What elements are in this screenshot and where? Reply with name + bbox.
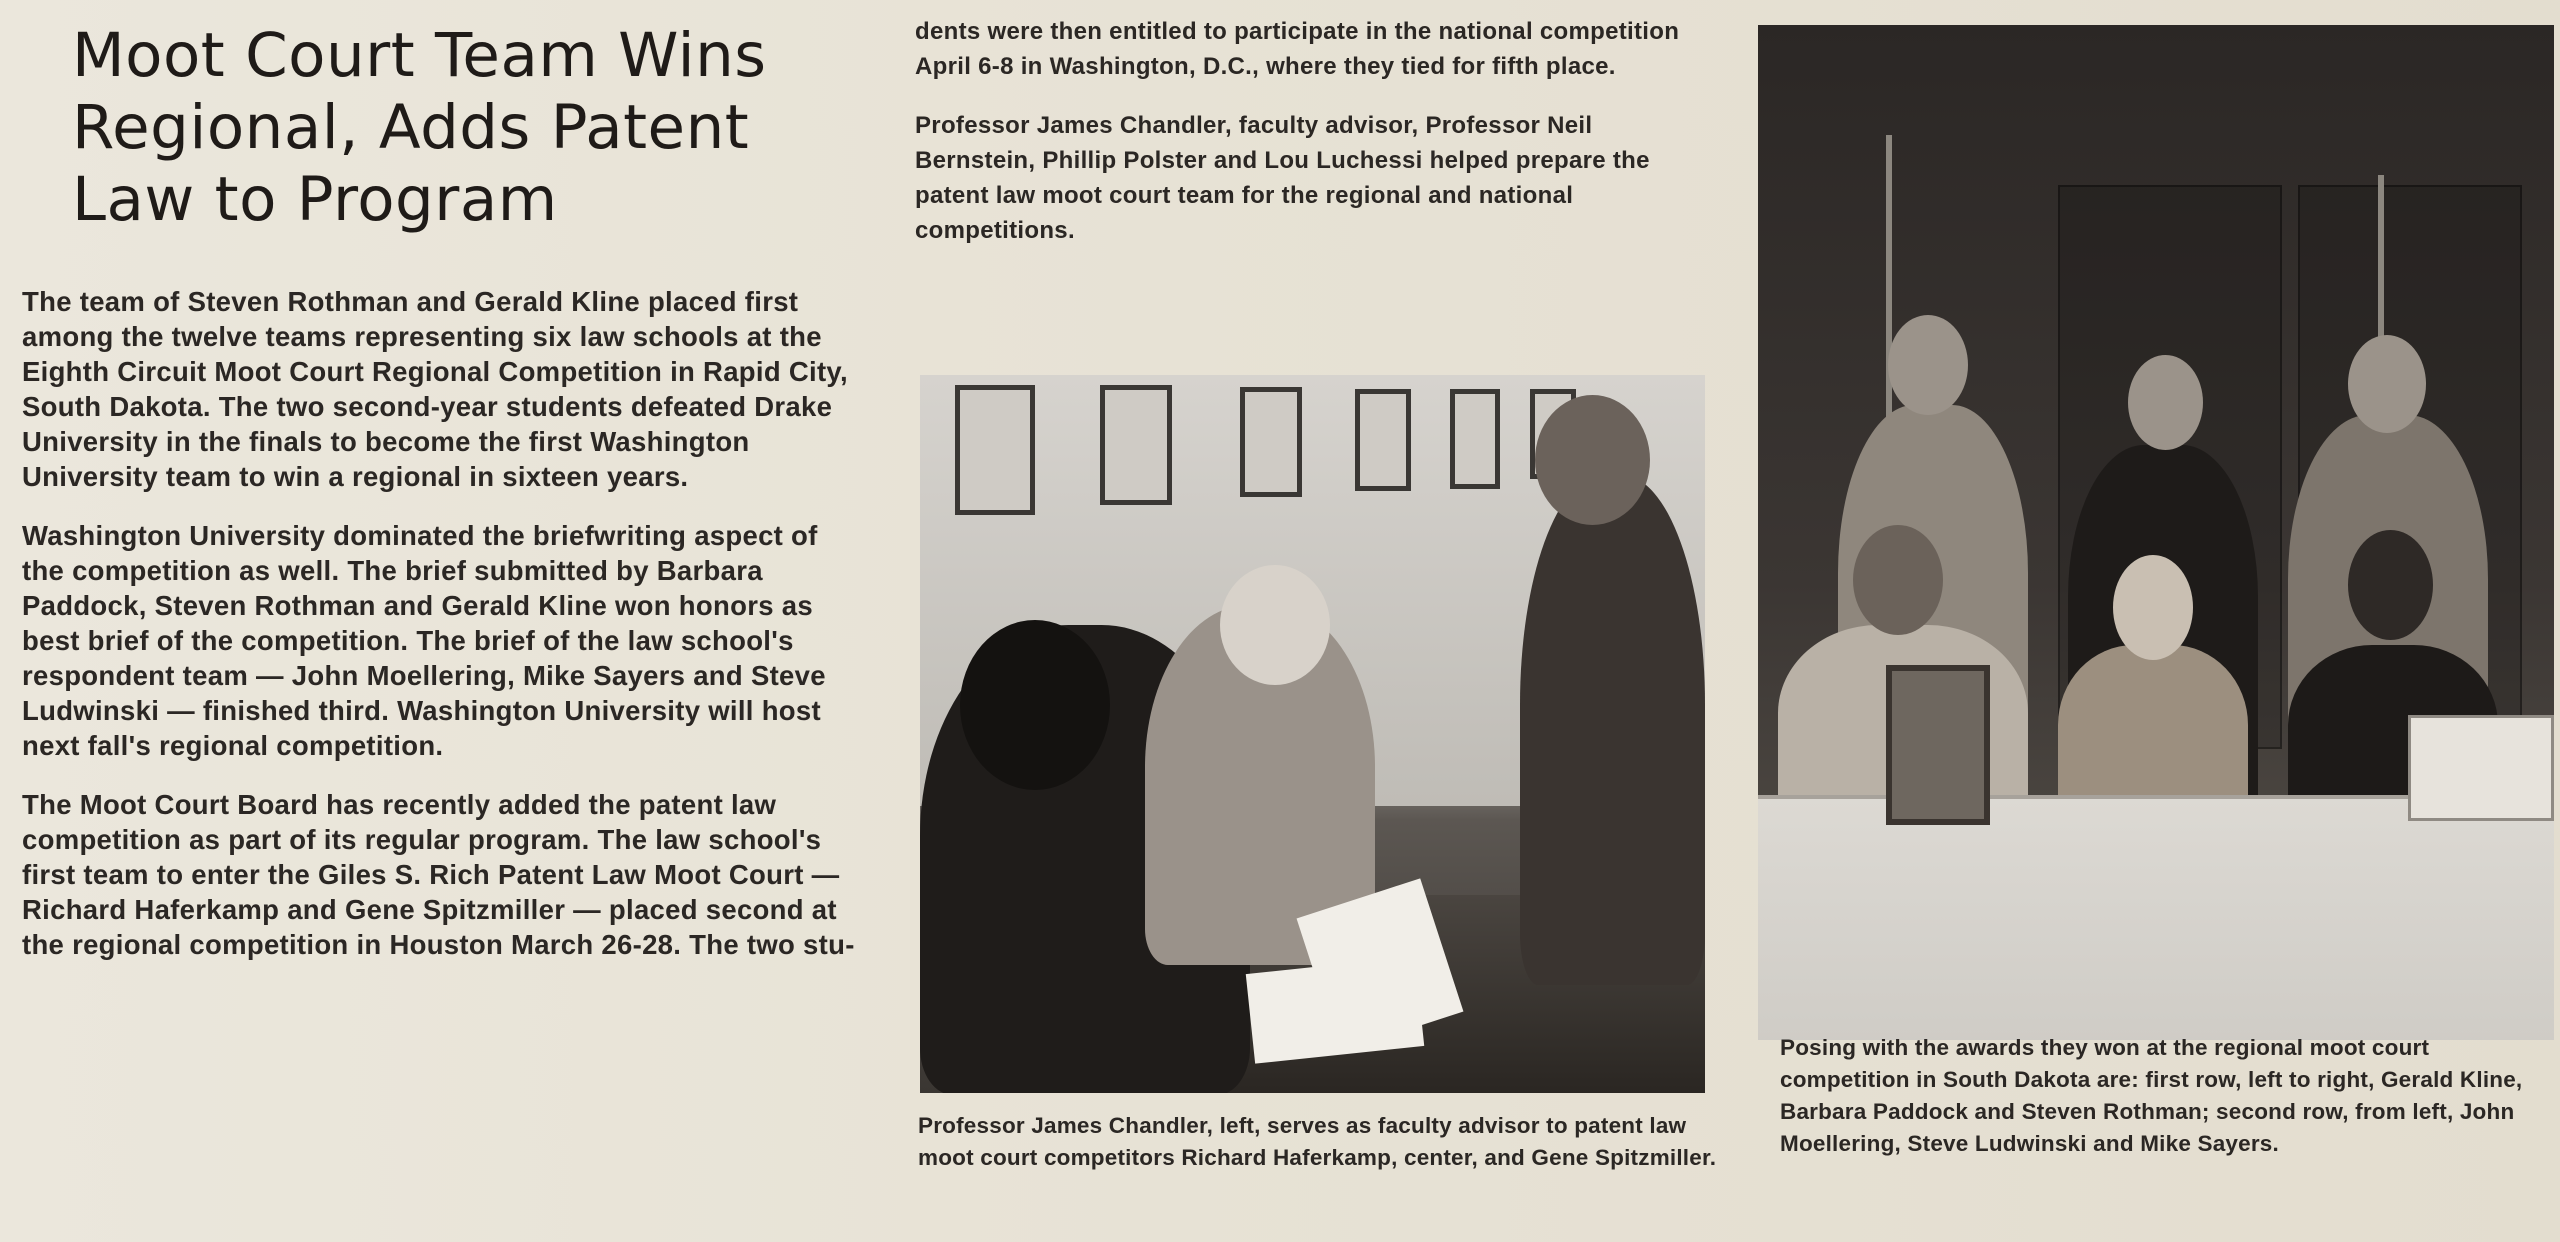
- person-center-head: [1220, 565, 1330, 685]
- paragraph-2: Washington University dominated the briefwriting aspect of the competition as well. The brief submitted by Barbara Paddock, Steven Rothman and Gerald Kline won honors as best brief of the competition. The brief of the law school's respondent team — John Moellering, Mike Sayers and Steve Ludwinski — finished third. Washington University will host next fall's regional competition.: [22, 520, 826, 761]
- wall-frame: [1355, 389, 1411, 491]
- paragraph-5: Professor James Chandler, faculty advisor, Professor Neil Bernstein, Phillip Polster and Lou Luchessi helped prepare the patent law moot court team for the regional and national competitions.: [915, 112, 1650, 244]
- paragraph-3: The Moot Court Board has recently added the patent law competition as part of its regular program. The law school's first team to enter the Giles S. Rich Patent Law Moot Court — Richard Haferkamp and Gene Spitzmiller — placed second at the regional competition in Houston March 26-28. The two stu-: [22, 789, 855, 960]
- left-photo-caption: Professor James Chandler, left, serves as faculty advisor to patent law moot court competitors Richard Haferkamp, center, and Gene Spitzmiller.: [918, 1113, 1717, 1170]
- wall-frame: [1450, 389, 1500, 489]
- middle-column: [915, 14, 1695, 272]
- person-back-center-head: [2128, 355, 2203, 450]
- person-front-right-head: [2348, 530, 2433, 640]
- person-right: [1520, 475, 1705, 985]
- wall-frame: [1240, 387, 1302, 497]
- photo-desk: [1758, 795, 2554, 1040]
- article-headline: Moot Court Team Wins Regional, Adds Patent Law to Program: [72, 20, 767, 235]
- person-front-center-head: [2113, 555, 2193, 660]
- person-back-left-head: [1888, 315, 1968, 415]
- person-left-head: [960, 620, 1110, 790]
- right-photo-caption: Posing with the awards they won at the regional moot court competition in South Dakota are: first row, left to right, Gerald Kline, Barbara Paddock and Steven Rothman; second row, from left, John Moellering, Steve Ludwinski and Mike Sayers.: [1780, 1035, 2523, 1156]
- wall-frame: [955, 385, 1035, 515]
- person-right-head: [1535, 395, 1650, 525]
- wall-frame: [1100, 385, 1172, 505]
- award-plaque: [1886, 665, 1990, 825]
- paragraph-1: The team of Steven Rothman and Gerald Kline placed first among the twelve teams representing six law schools at the Eighth Circuit Moot Court Regional Competition in Rapid City, South Dakota. The two second-year students defeated Drake University in the finals to become the first Washington University team to win a regional in sixteen years.: [22, 286, 848, 492]
- person-front-left-head: [1853, 525, 1943, 635]
- award-gavel-plaque: [2408, 715, 2554, 821]
- person-back-right-head: [2348, 335, 2426, 433]
- photo-award-winners: [1758, 25, 2554, 1040]
- paragraph-4: dents were then entitled to participate in the national competition April 6-8 in Washington, D.C., where they tied for fifth place.: [915, 18, 1680, 80]
- left-column: [22, 20, 862, 986]
- photo-advisor-and-competitors: [920, 375, 1705, 1093]
